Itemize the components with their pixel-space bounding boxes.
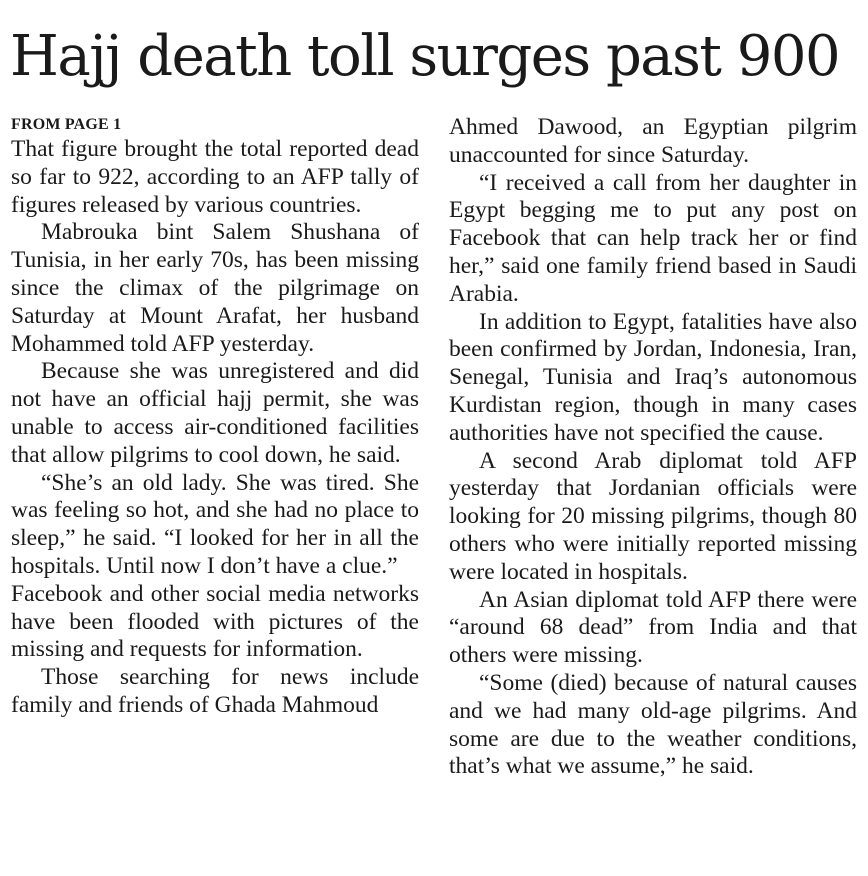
paragraph: Mabrouka bint Salem Shushana of Tunisia, in her early 70s, has been missing since the climax of the pilgrimage on Saturday at Mount Arafat, her husband Mohammed told AFP yesterday.: [11, 219, 419, 357]
paragraph: Facebook and other social media networks have been flooded with pictures of the missing and requests for information.: [11, 580, 419, 663]
paragraph: Because she was unregistered and did not have an official hajj permit, she was unable to access air-conditioned facilities that allow pilgrims to cool down, he said.: [11, 358, 419, 468]
paragraph: That figure brought the total reported dead so far to 922, according to an AFP tally of figures released by various countries.: [11, 136, 419, 218]
paragraph: A second Arab diplomat told AFP yesterday that Jordanian officials were looking for 20 missing pilgrims, though 80 others who were initially reported missing were located in hospitals.: [449, 447, 857, 585]
paragraph: “Some (died) because of natural causes and we had many old-age pilgrims. And some are due to the weather conditions, that’s what we assume,” he said.: [449, 669, 857, 780]
article-headline: Hajj death toll surges past 900: [10, 24, 840, 89]
paragraph: “I received a call from her daughter in Egypt begging me to put any post on Facebook that can help track her or find her,” said one family friend based in Saudi Arabia.: [449, 169, 857, 307]
article-column-right: [449, 114, 857, 781]
paragraph: An Asian diplomat told AFP there were “around 68 dead” from India and that others were missing.: [449, 586, 857, 669]
paragraph: Those searching for news include family and friends of Ghada Mahmoud: [11, 664, 419, 718]
paragraph: “She’s an old lady. She was tired. She was feeling so hot, and she had no place to sleep,” he said. “I looked for her in all the hospitals. Until now I don’t have a clue.”: [11, 469, 419, 579]
paragraph: In addition to Egypt, fatalities have also been confirmed by Jordan, Indonesia, Iran, Senegal, Tunisia and Iraq’s autonomous Kurdistan region, though in many cases authorities have not specified the cause.: [449, 308, 857, 446]
article-column-left: [11, 114, 419, 720]
paragraph: Ahmed Dawood, an Egyptian pilgrim unaccounted for since Saturday.: [449, 114, 857, 168]
continuation-kicker: FROM PAGE 1: [11, 116, 122, 133]
